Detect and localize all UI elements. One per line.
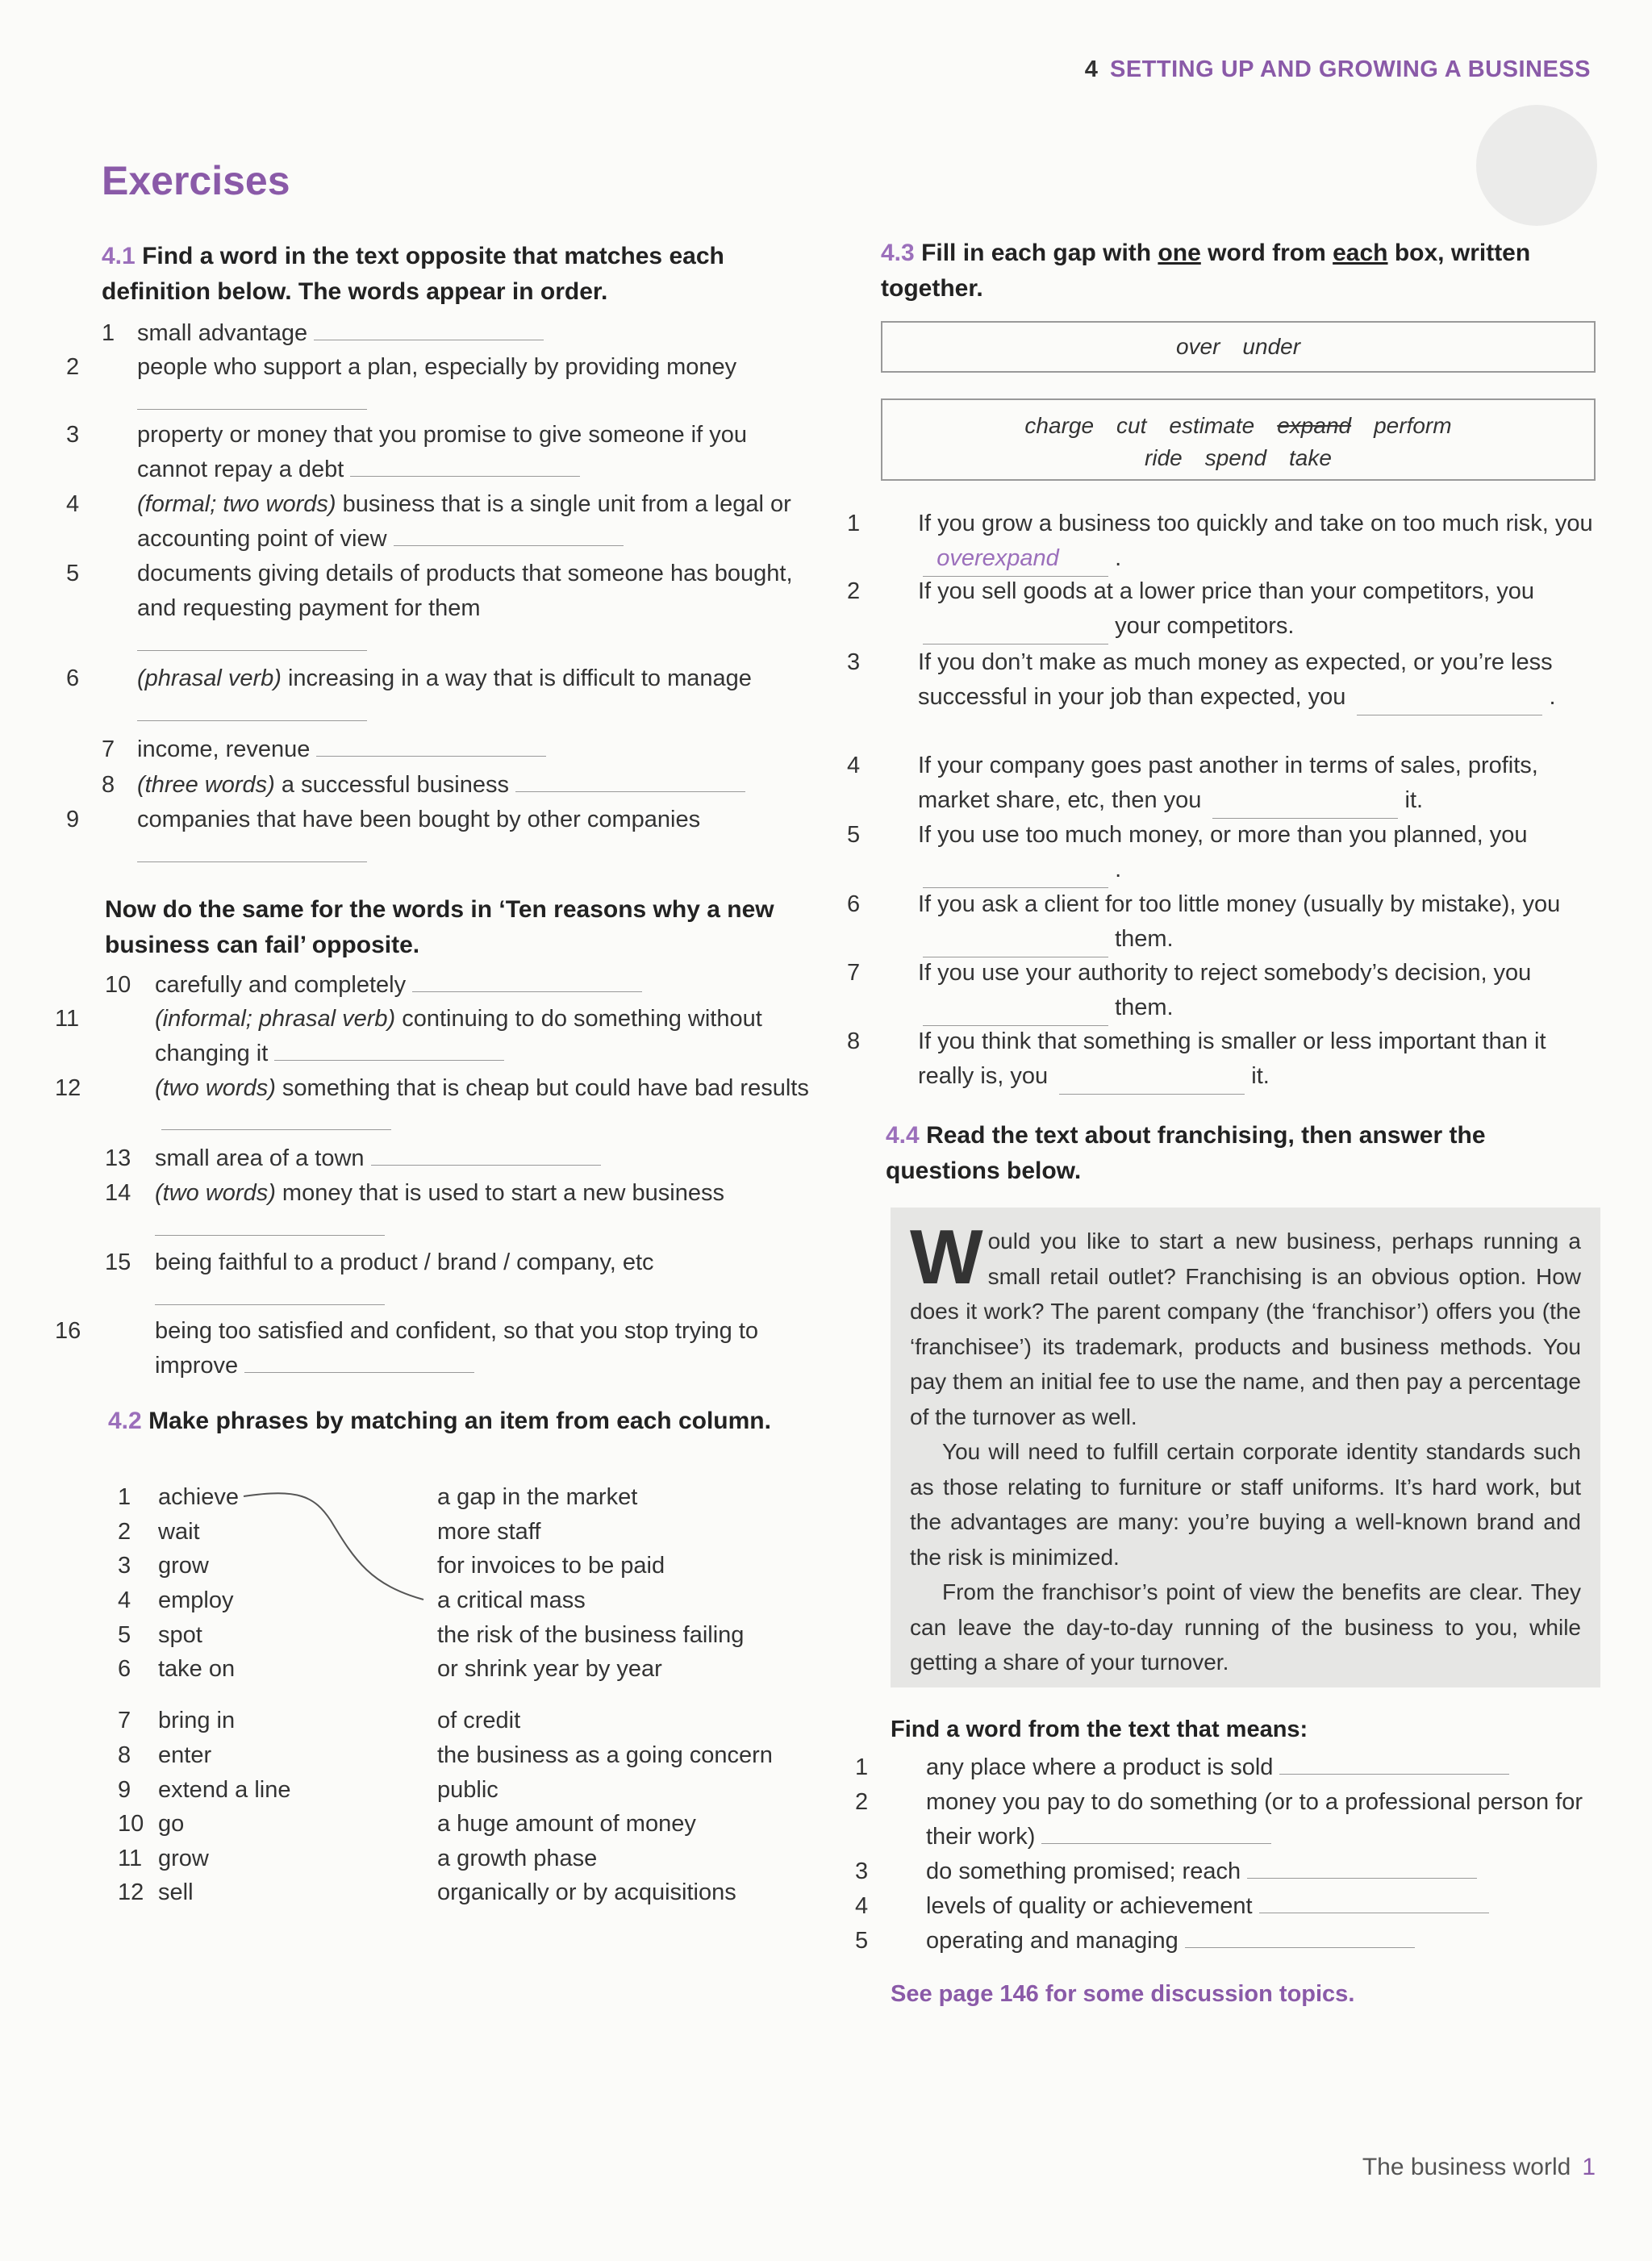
paragraph-1: Would you like to start a new business, perhaps running a small retail outlet? Franchising is an obvious option. How does it work? The parent company (the ‘franchisor’) offers you (the ‘franchisee’) its trademark, products and business methods. You pay them an initial fee to use the name, and then pay a percentage of the turnover as well. bbox=[910, 1214, 1581, 1429]
answer-blank[interactable] bbox=[1041, 1822, 1271, 1844]
franchising-text-panel bbox=[891, 1208, 1600, 1687]
answer-blank[interactable] bbox=[1357, 680, 1542, 715]
list-item: 7 income, revenue bbox=[102, 732, 811, 767]
answer-blank[interactable] bbox=[923, 991, 1108, 1026]
answer-blank[interactable] bbox=[350, 455, 580, 477]
bleed-through-circle bbox=[1476, 105, 1597, 226]
answer-blank[interactable] bbox=[137, 696, 367, 721]
answer-blank[interactable] bbox=[274, 1039, 504, 1061]
list-item: 1 If you grow a business too quickly and take on too much risk, you overexpand . bbox=[882, 507, 1600, 577]
list-item: 6 If you ask a client for too little money (usually by mistake), you them. bbox=[882, 887, 1600, 957]
match-left-item: 11 grow bbox=[118, 1846, 209, 1871]
chapter-number: 4 bbox=[1084, 56, 1099, 82]
list-item: 12 (two words) something that is cheap but could have bad results bbox=[105, 1071, 815, 1141]
exercise-4-4-heading bbox=[886, 1118, 1596, 1189]
list-item: 10 carefully and completely bbox=[105, 968, 815, 1003]
exercise-number: 4.3 bbox=[881, 240, 915, 266]
list-item: 9 companies that have been bought by other companies bbox=[102, 803, 811, 862]
match-right-item: more staff bbox=[437, 1519, 541, 1545]
match-left-item: 12 sell bbox=[118, 1879, 194, 1905]
word-box-verbs: charge cut estimate expand perform ride spend take bbox=[881, 398, 1596, 481]
answer-blank[interactable] bbox=[137, 837, 367, 862]
match-left-item: 3 grow bbox=[118, 1553, 209, 1579]
list-item: 1 small advantage bbox=[102, 316, 811, 351]
list-item: 4 levels of quality or achievement bbox=[891, 1889, 1608, 1924]
list-item: 13 small area of a town bbox=[105, 1141, 815, 1176]
list-item: 7 If you use your authority to reject somebody’s decision, you them. bbox=[882, 956, 1600, 1026]
list-item: 16 being too satisfied and confident, so that you stop trying to improve bbox=[55, 1318, 759, 1379]
answer-blank[interactable] bbox=[1247, 1857, 1477, 1879]
list-item: 8 (three words) a successful business bbox=[102, 768, 811, 803]
sub-instruction: Now do the same for the words in ‘Ten reasons why a new business can fail’ opposite. bbox=[105, 896, 774, 958]
answer-blank[interactable] bbox=[515, 770, 745, 792]
answer-blank[interactable] bbox=[923, 922, 1108, 957]
page-footer bbox=[1362, 2154, 1596, 2181]
match-left-item: 1 achieve bbox=[118, 1484, 239, 1510]
page-number: 1 bbox=[1582, 2154, 1596, 2180]
exercise-number: 4.2 bbox=[108, 1408, 142, 1434]
answer-blank[interactable] bbox=[137, 626, 367, 651]
match-left-item: 2 wait bbox=[118, 1519, 200, 1545]
match-left-item: 7 bring in bbox=[118, 1708, 236, 1733]
list-item: 6 (phrasal verb) increasing in a way that is difficult to manage bbox=[102, 661, 811, 721]
answer-blank[interactable] bbox=[137, 385, 367, 410]
exercise-instruction: Read the text about franchising, then answer the questions below. bbox=[886, 1122, 1486, 1184]
match-right-item: or shrink year by year bbox=[437, 1656, 662, 1682]
list-item: 3 If you don’t make as much money as expected, or you’re less successful in your job than expected, you . bbox=[882, 645, 1600, 715]
exercise-number: 4.1 bbox=[102, 243, 136, 269]
answer-blank[interactable] bbox=[923, 609, 1108, 645]
match-right-item: a critical mass bbox=[437, 1587, 586, 1613]
answer-blank[interactable] bbox=[412, 970, 642, 992]
match-left-item: 6 take on bbox=[118, 1656, 236, 1682]
list-item: 4 (formal; two words) business that is a single unit from a legal or accounting point of view bbox=[66, 491, 791, 552]
match-left-item: 9 extend a line bbox=[118, 1777, 291, 1803]
chapter-heading bbox=[1085, 56, 1591, 83]
paragraph-2: You will need to fulfill certain corporate identity standards such as those relating to furniture or staff uniforms. It’s hard work, but the advantages are many: you’re buying a well-known brand and the risk is minimized. bbox=[910, 1439, 1581, 1570]
answer-blank[interactable] bbox=[394, 524, 624, 546]
answer-blank[interactable]: overexpand bbox=[923, 541, 1108, 577]
answer-blank[interactable] bbox=[371, 1144, 601, 1166]
find-word-heading: Find a word from the text that means: bbox=[891, 1717, 1308, 1742]
page-title: Exercises bbox=[102, 158, 290, 203]
answer-blank[interactable] bbox=[244, 1351, 474, 1373]
list-item: 4 If your company goes past another in terms of sales, profits, market share, etc, then you it. bbox=[882, 749, 1600, 819]
match-right-item: a gap in the market bbox=[437, 1484, 638, 1510]
match-left-item: 10 go bbox=[118, 1811, 185, 1837]
word-box-prefixes: over under bbox=[881, 321, 1596, 373]
list-item: 5 documents giving details of products that someone has bought, and requesting payment for them bbox=[102, 557, 811, 651]
exercise-4-3-heading: 4.3 Fill in each gap with one word from each box, written together. bbox=[881, 240, 1531, 302]
exercise-4-2-heading bbox=[108, 1404, 818, 1439]
answer-blank[interactable] bbox=[923, 853, 1108, 888]
answer-blank[interactable] bbox=[1212, 783, 1398, 819]
match-left-item: 8 enter bbox=[118, 1742, 212, 1768]
list-item: 2 people who support a plan, especially by providing money bbox=[102, 350, 811, 410]
answer-blank[interactable] bbox=[1279, 1753, 1509, 1775]
match-right-item: a growth phase bbox=[437, 1846, 598, 1871]
exercise-4-1-heading bbox=[102, 239, 811, 310]
list-item: 15 being faithful to a product / brand / company, etc bbox=[105, 1245, 815, 1305]
list-item: 3 do something promised; reach bbox=[891, 1854, 1608, 1889]
exercise-instruction: Make phrases by matching an item from each column. bbox=[148, 1408, 771, 1434]
answer-blank[interactable] bbox=[161, 1108, 391, 1130]
list-item: 2 money you pay to do something (or to a professional person for their work) bbox=[855, 1789, 1583, 1850]
match-right-item: public bbox=[437, 1777, 499, 1803]
exercise-number: 4.4 bbox=[886, 1122, 920, 1149]
see-page-note: See page 146 for some discussion topics. bbox=[891, 1981, 1355, 2007]
list-item: 8 If you think that something is smaller or less important than it really is, you it. bbox=[882, 1024, 1600, 1095]
match-right-item: the risk of the business failing bbox=[437, 1622, 745, 1648]
drop-cap: W bbox=[910, 1214, 983, 1300]
list-item: 5 operating and managing bbox=[891, 1924, 1608, 1959]
list-item: 2 If you sell goods at a lower price than your competitors, you your competitors. bbox=[882, 574, 1600, 645]
list-item: 11 (informal; phrasal verb) continuing to do something without changing it bbox=[55, 1006, 762, 1066]
example-match-line bbox=[242, 1488, 436, 1601]
answer-blank[interactable] bbox=[314, 319, 544, 340]
list-item: 14 (two words) money that is used to start a new business bbox=[105, 1176, 815, 1236]
match-right-item: the business as a going concern bbox=[437, 1742, 773, 1768]
paragraph-3: From the franchisor’s point of view the benefits are clear. They can leave the day-to-day running of the business to you, while getting a share of your turnover. bbox=[910, 1579, 1581, 1675]
answer-blank[interactable] bbox=[1185, 1926, 1415, 1948]
match-right-item: of credit bbox=[437, 1708, 521, 1733]
answer-blank[interactable] bbox=[1059, 1059, 1245, 1095]
exercise-instruction: Find a word in the text opposite that matches each definition below. The words appear in order. bbox=[102, 243, 724, 305]
footer-book-title: The business world bbox=[1362, 2154, 1571, 2180]
chapter-title: SETTING UP AND GROWING A BUSINESS bbox=[1109, 56, 1591, 82]
answer-blank[interactable] bbox=[155, 1280, 385, 1305]
match-left-item: 5 spot bbox=[118, 1622, 202, 1648]
answer-blank[interactable] bbox=[316, 735, 546, 757]
answer-blank[interactable] bbox=[155, 1211, 385, 1236]
match-right-item: for invoices to be paid bbox=[437, 1553, 665, 1579]
match-left-item: 4 employ bbox=[118, 1587, 234, 1613]
list-item: 1 any place where a product is sold bbox=[891, 1750, 1608, 1785]
list-item: 3 property or money that you promise to give someone if you cannot repay a debt bbox=[66, 422, 747, 482]
match-right-item: organically or by acquisitions bbox=[437, 1879, 736, 1905]
list-item: 5 If you use too much money, or more than you planned, you . bbox=[882, 818, 1600, 888]
answer-blank[interactable] bbox=[1259, 1892, 1489, 1913]
match-right-item: a huge amount of money bbox=[437, 1811, 696, 1837]
